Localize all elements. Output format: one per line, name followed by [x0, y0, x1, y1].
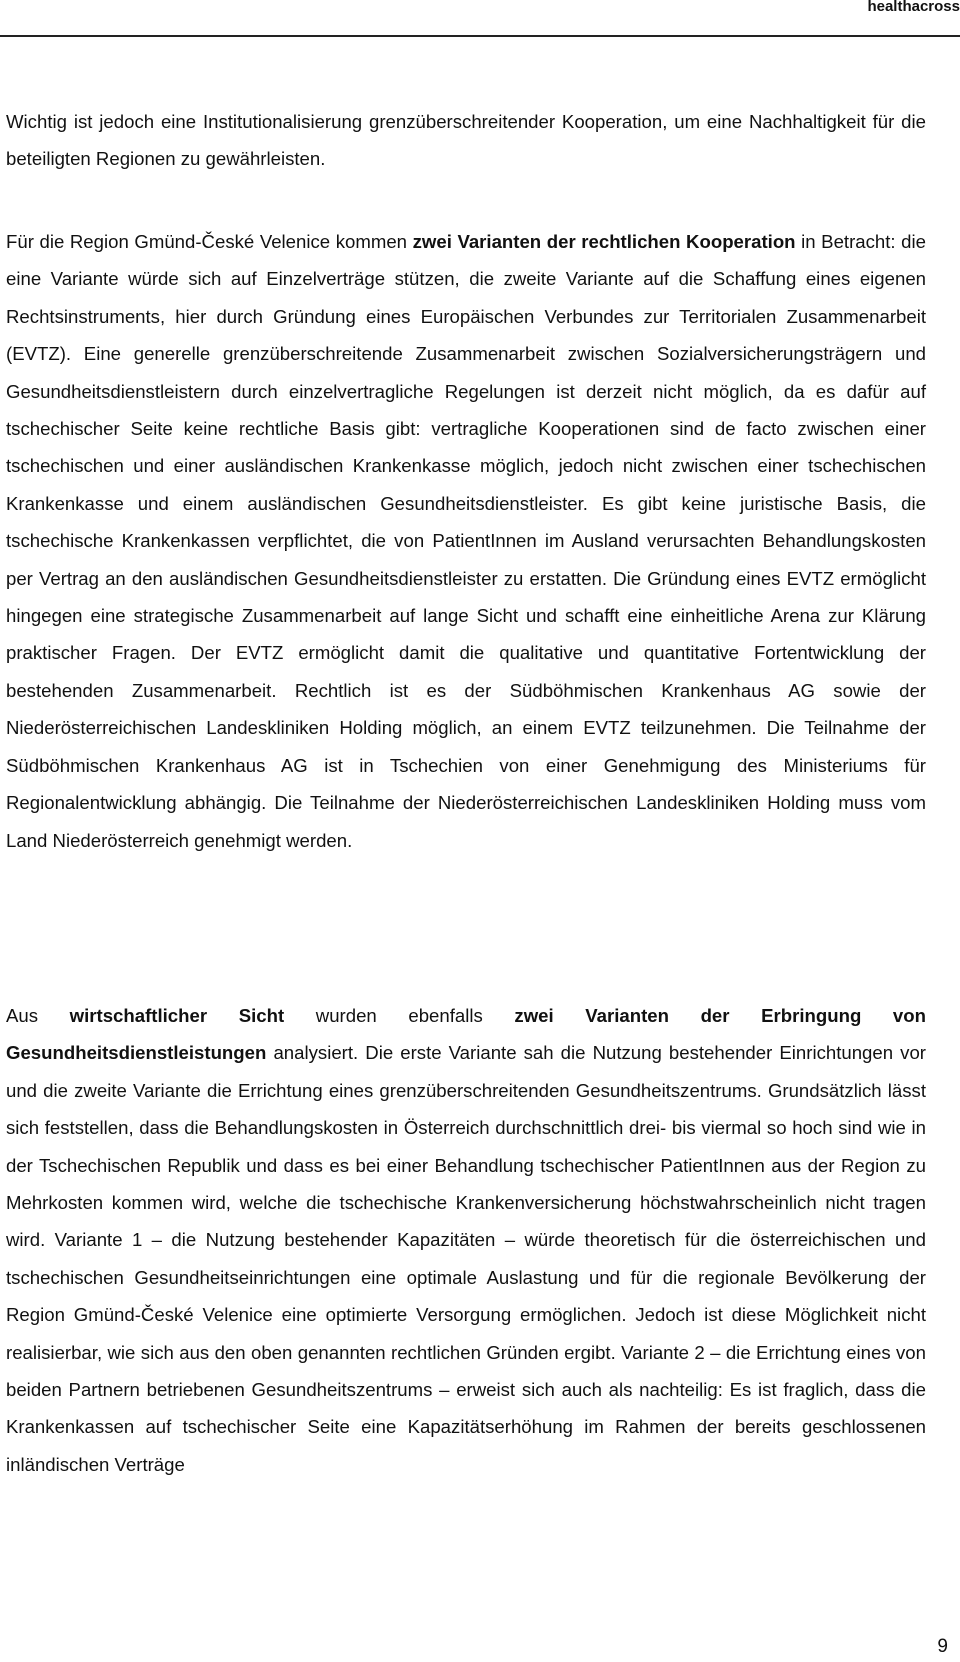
bold-phrase: zwei Varianten der rechtlichen Kooperation [412, 231, 796, 252]
page-number: 9 [937, 1636, 948, 1657]
paragraph-institutionalisierung [6, 103, 926, 178]
paragraph-rechtliche-kooperation [6, 223, 926, 859]
paragraph-text: analysiert. Die erste Variante sah die Nutzung bestehender Einrichtungen vor und die zweite Variante die Errichtung eines grenzüberschreitenden Gesundheitszentrums. Grundsätzlich lässt sich feststellen, dass die Behandlungskosten in Österreich durchschnittlich drei- bis viermal so hoch sind wie in der Tschechischen Republik und dass es bei einer Behandlung tschechischer PatientInnen aus der Region zu Mehrkosten kommen wird, welche die tschechische Krankenversicherung höchstwahrscheinlich nicht tragen wird. Variante 1 – die Nutzung bestehender Kapazitäten – würde theoretisch für die österreichischen und tschechischen Gesundheitseinrichtungen eine optimale Auslastung und für die regionale Bevölkerung der Region Gmünd-České Velenice eine optimierte Versorgung ermöglichen. Jedoch ist diese Möglichkeit nicht realisierbar, wie sich aus den oben genannten rechtlichen Gründen ergibt. Variante 2 – die Errichtung eines von beiden Partnern betriebenen Gesundheitszentrums – erweist sich auch als nachteilig: Es ist fraglich, dass die Krankenkassen auf tschechischer Seite eine Kapazitätserhöhung im Rahmen der bereits geschlossenen inländischen Verträge [6, 1042, 926, 1475]
header-label: healthacross [867, 0, 960, 15]
paragraph-text: wurden ebenfalls [284, 1005, 515, 1026]
paragraph-wirtschaftliche-sicht [6, 997, 926, 1483]
bold-phrase: zwei Varianten der Erbringung von Gesundheitsdienstleistungen [6, 1005, 926, 1064]
paragraph-text: Für die Region Gmünd-České Velenice kommen [6, 231, 413, 252]
paragraph-text: Aus [6, 1005, 70, 1026]
paragraph-text: Wichtig ist jedoch eine Institutionalisierung grenzüberschreitender Kooperation, um eine Nachhaltigkeit für die beteiligten Regionen zu gewährleisten. [6, 111, 926, 170]
header-rule [0, 35, 960, 37]
bold-phrase: wirtschaftlicher Sicht [69, 1005, 285, 1026]
paragraph-text: in Betracht: die eine Variante würde sich auf Einzelverträge stützen, die zweite Variante auf die Schaffung eines eigenen Rechtsinstruments, hier durch Gründung eines Europäischen Verbundes zur Territorialen Zusammenarbeit (EVTZ). Eine generelle grenzüberschreitende Zusammenarbeit zwischen Sozialversicherungsträgern und Gesundheitsdienstleistern durch einzelvertragliche Regelungen ist derzeit nicht möglich, da es dafür auf tschechischer Seite keine rechtliche Basis gibt: vertragliche Kooperationen sind de facto zwischen einer tschechischen und einer ausländischen Krankenkasse möglich, jedoch nicht zwischen einer tschechischen Krankenkasse und einem ausländischen Gesundheitsdienstleister. Es gibt keine juristische Basis, die tschechische Krankenkassen verpflichtet, die von PatientInnen im Ausland verursachten Behandlungskosten per Vertrag an den ausländischen Gesundheitsdienstleister zu erstatten. Die Gründung eines EVTZ ermöglicht hingegen eine strategische Zusammenarbeit auf lange Sicht und schafft eine einheitliche Arena zur Klärung praktischer Fragen. Der EVTZ ermöglicht damit die qualitative und quantitative Fortentwicklung der bestehenden Zusammenarbeit. Rechtlich ist es der Südböhmischen Krankenhaus AG sowie der Niederösterreichischen Landeskliniken Holding möglich, an einem EVTZ teilzunehmen. Die Teilnahme der Südböhmischen Krankenhaus AG ist in Tschechien von einer Genehmigung des Ministeriums für Regionalentwicklung abhängig. Die Teilnahme der Niederösterreichischen Landeskliniken Holding muss vom Land Niederösterreich genehmigt werden. [6, 231, 926, 851]
